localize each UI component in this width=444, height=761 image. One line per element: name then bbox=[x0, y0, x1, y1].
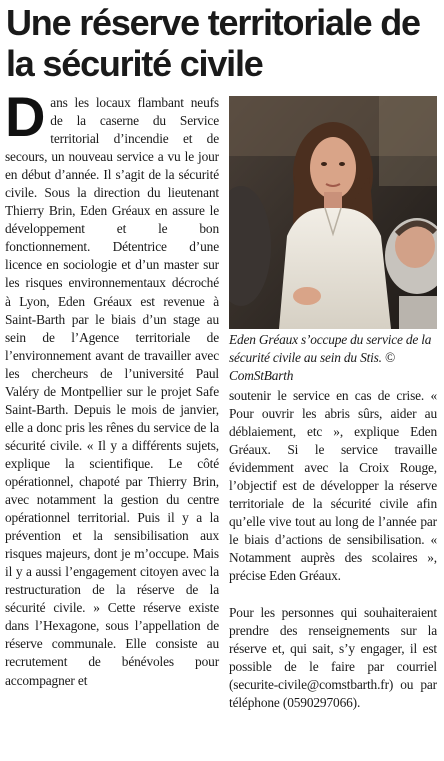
article-column-1 bbox=[5, 85, 219, 690]
article-column-2 bbox=[229, 387, 437, 712]
drop-cap: D bbox=[5, 85, 46, 148]
article-intro-paragraph bbox=[5, 85, 219, 690]
photo-illustration bbox=[229, 96, 437, 329]
headline: Une réserve territoriale de la sécurité civile bbox=[6, 2, 420, 84]
article-photo bbox=[229, 96, 437, 329]
article-paragraph: soutenir le service en cas de crise. « Pour ouvrir les abris sûrs, aider au déblaiement, etc », explique Eden Gréaux. Si le service travaille évidemment avec la Croix Rouge, l’objectif est de développer la réserve territoriale de la sécurité civile afin qu’elle vive tout au long de l’année par le biais d’actions de sensibilisation. « Notamment auprès des scolaires », précise Eden Gréaux. bbox=[229, 388, 437, 584]
article-body-text: ans les locaux flambant neufs de la caserne du Service territorial d’incendie et de secours, un nouveau service a vu le jour en début d’année. Il s’agit de la sécurité civile. Sous la direction du lieutenant Thierry Brin, Eden Gréaux en assure le développement et le bon fonctionnement. Détentrice d’une licence en sociologie et d’un master sur les risques environnementaux décroché à Lyon, Eden Gréaux est revenue à Saint-Barth par le biais d’un stage au sein de l’Agence territoriale de l’environnement avant de travailler avec les chercheurs de l’université Paul Valéry de Montpellier sur le projet Safe Saint-Barth. Depuis le mois de janvier, elle a donc pris les rênes du service de la sécurité civile. « Il y a différents sujets, explique la scientifique. Le côté opérationnel, chapoté par Thierry Brin, avec notamment la gestion du centre opérationnel territorial. Puis il y a la prévention et la sensibilisation aux risques majeurs, dont je m’occupe. Mais il y a aussi l’engagement citoyen avec la restructuration de la réserve de la sécurité civile. » Cette réserve existe dans l’Hexagone, sous l’appellation de réserve communale. Elle consiste au recrutement de bénévoles pour accompagner et bbox=[5, 95, 219, 688]
article-paragraph-contact: Pour les personnes qui souhaiteraient prendre des renseignements sur la réserve et, qui sait, s’y engager, il est possible de le faire par courriel (securite-civile@comstbarth.fr) ou par téléphone (0590297066). bbox=[229, 604, 437, 710]
photo-caption: Eden Gréaux s’occupe du service de la sécurité civile au sein du Stis. © ComStBarth bbox=[229, 332, 432, 383]
